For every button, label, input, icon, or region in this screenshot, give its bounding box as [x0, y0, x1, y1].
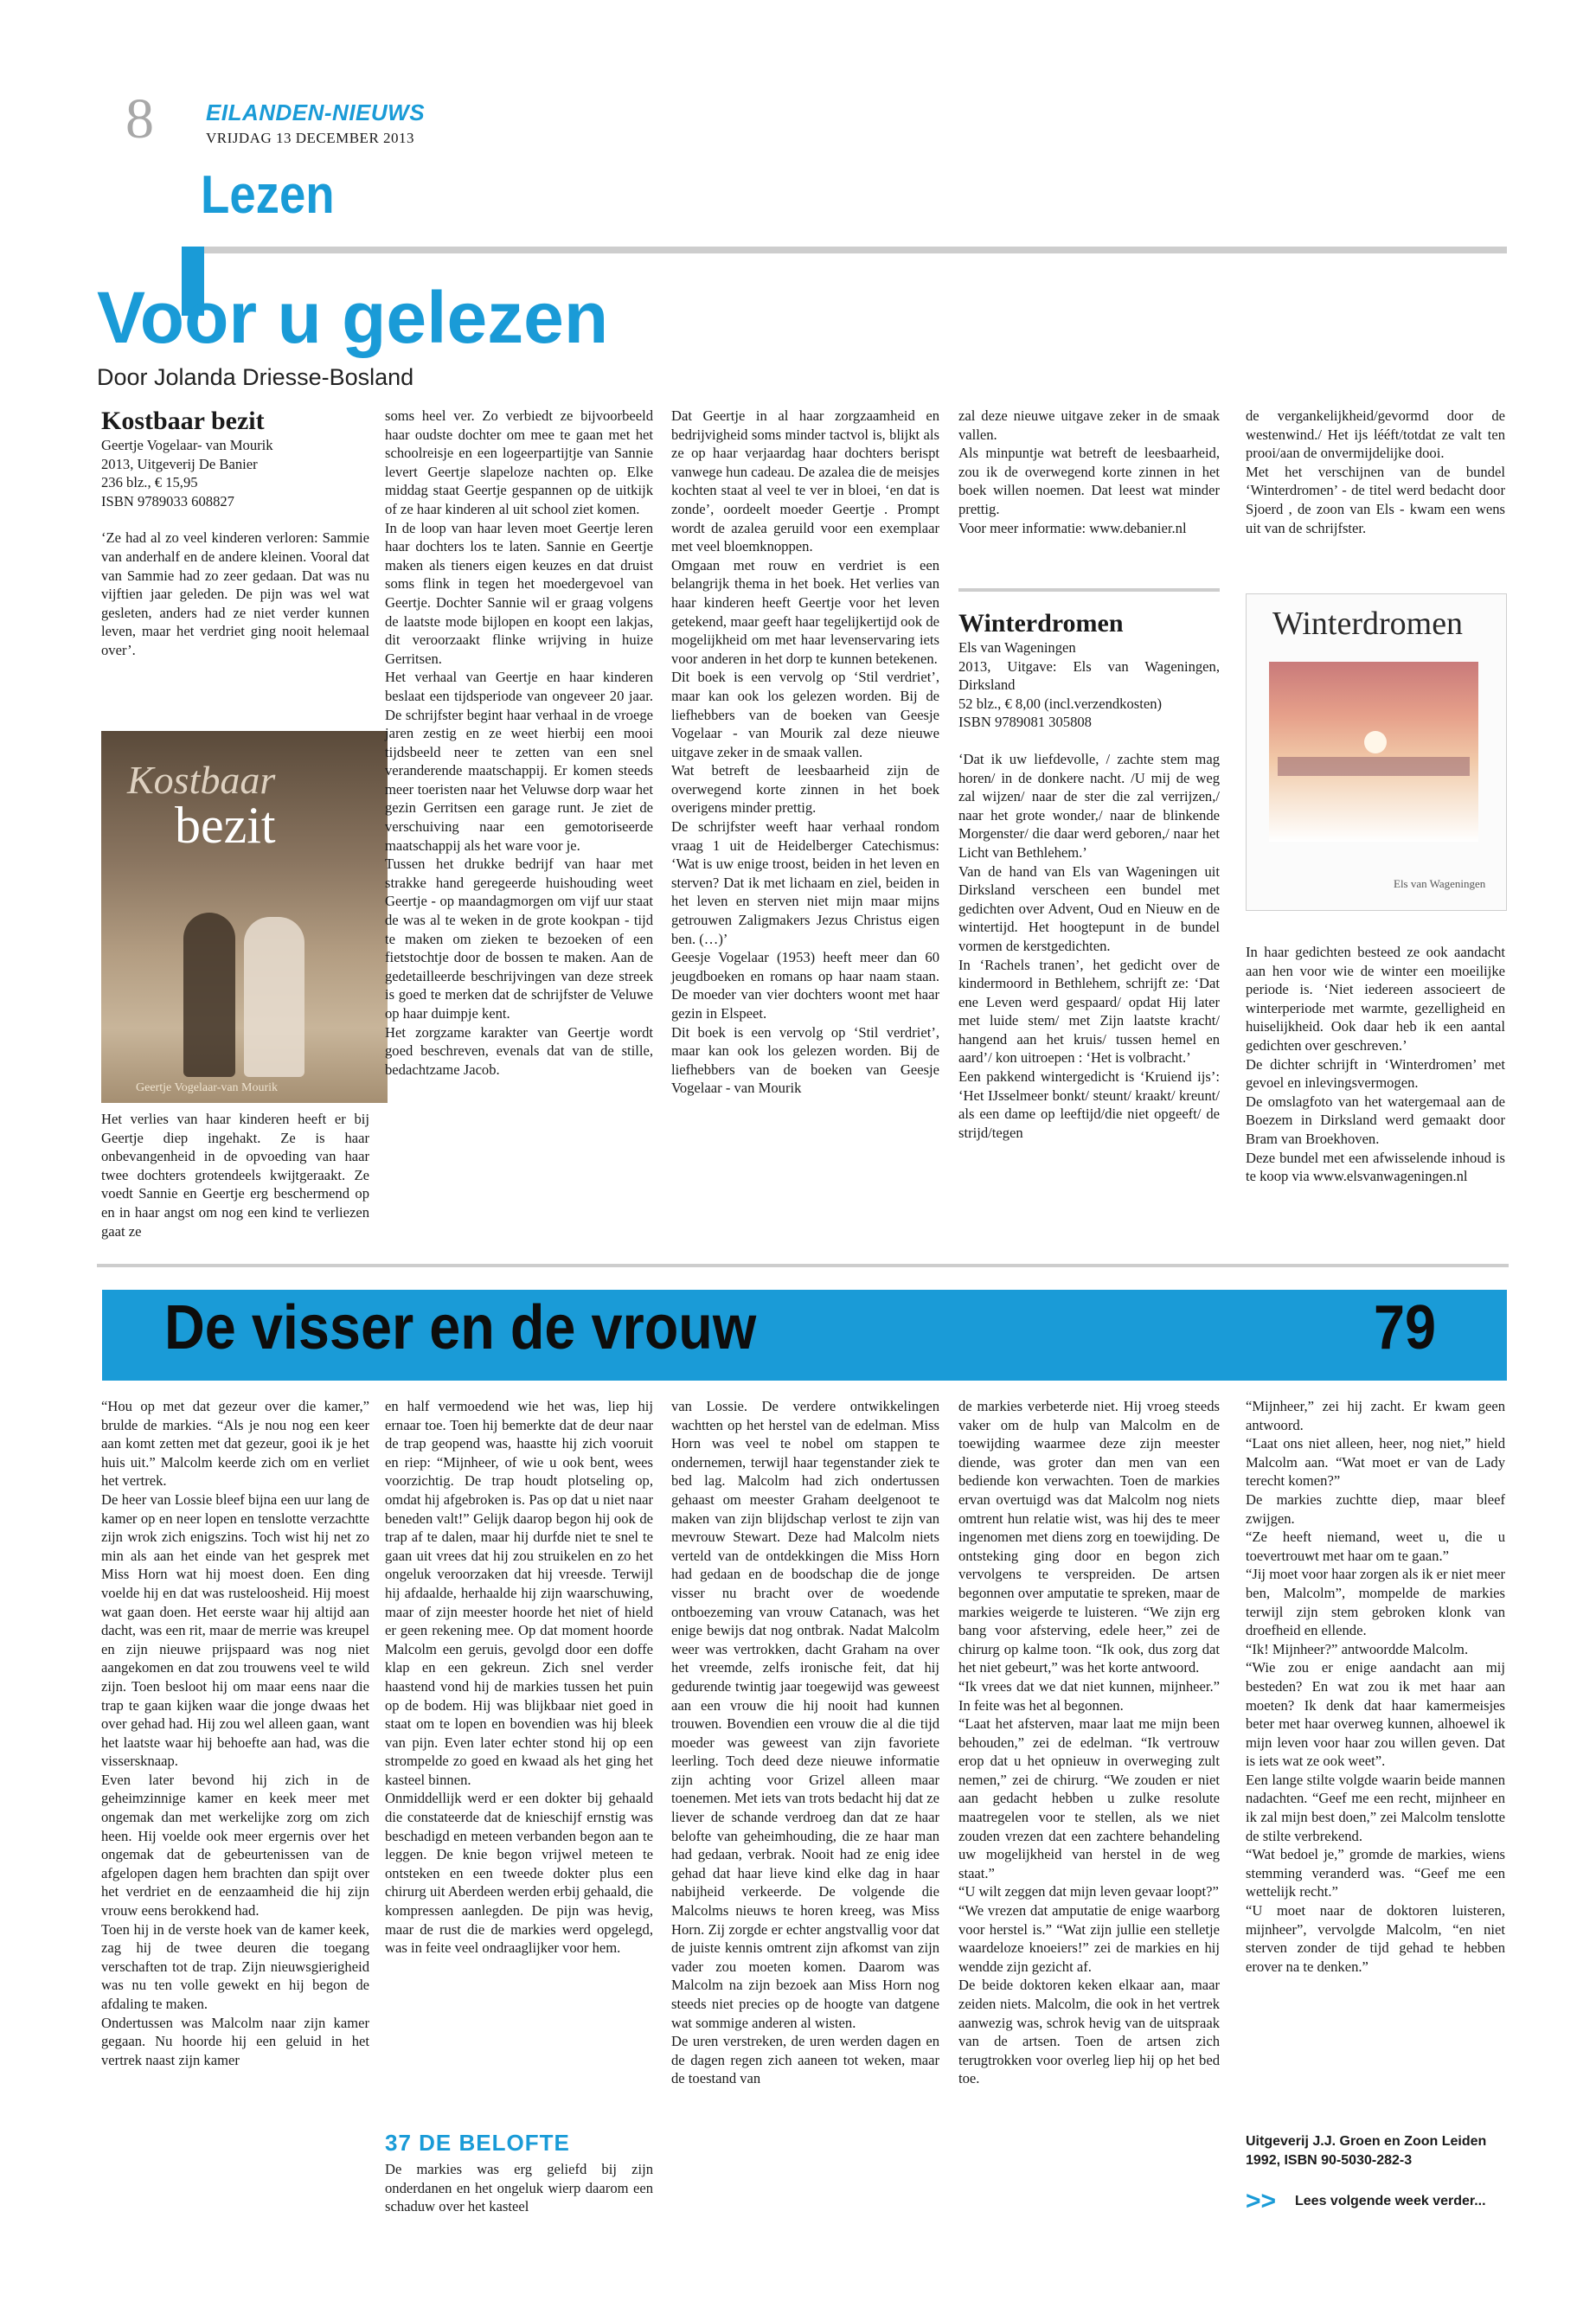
book1-cover-title-script: Kostbaar	[127, 758, 276, 802]
paragraph: Dit boek is een vervolg op ‘Stil verdriet’, maar kan ook los gelezen worden. Bij de liefhebbers van de boeken van Geesje Vogelaar - van Mourik zal deze nieuwe uitgave zeker in de smaak vallen.	[671, 669, 939, 760]
paragraph: Een pakkend wintergedicht is ‘Kruiend ijs’: ‘Het IJsselmeer bonkt/ steunt/ kraakt/ kreunt/ als een dame op leeftijd/die niet opgeeft/ de strijd/tegen	[958, 1068, 1220, 1141]
article-column-4-top	[958, 407, 1220, 537]
chapter-heading: 37 DE BELOFTE	[385, 2130, 570, 2156]
paragraph: “Laat ons niet alleen, heer, nog niet,” hield Malcolm aan. “Wat moet er van de Lady terecht komen?”	[1246, 1435, 1505, 1490]
book2-cover-image	[1246, 593, 1507, 911]
serial-column-2-continued	[385, 2160, 653, 2216]
paragraph: “Wat bedoel je,” gromde de markies, wiens stemming veranderd was. “Geef me een wettelijk recht.”	[1246, 1846, 1505, 1900]
paragraph: Een lange stilte volgde waarin beide mannen nadachten. “Geef me een recht, mijnheer en ik zal mijn best doen,” zei Malcolm tenslotte de stilte verbrekend.	[1246, 1771, 1505, 1844]
article-column-1-continued	[101, 1110, 369, 1240]
paragraph: “Ik vrees dat we dat niet kunnen, mijnheer.” In feite was het al begonnen.	[958, 1677, 1220, 1714]
paragraph: Van de hand van Els van Wageningen uit Dirksland verscheen een bundel met gedichten over Advent, Oud en Nieuw en de wintertijd. Het hoogtepunt in de bundel vormen de kerstgedichten.	[958, 862, 1220, 954]
serial-column-4	[958, 1397, 1220, 2088]
paragraph: De schrijfster weeft haar verhaal rondom vraag 1 uit de Heidelberger Catechismus: ‘Wat is uw enige troost, beiden in het leven en sterven? Dat ik met lichaam en ziel, beiden in het leven en sterven niet mijn maar mijns getrouwen Zaligmakers Jezus Christus eigen ben. (…)’	[671, 818, 939, 947]
paragraph: De uren verstreken, de uren werden dagen en de dagen regen zich aaneen tot weken, maar de toestand van	[671, 2033, 939, 2087]
paragraph: ‘Dat ik uw liefdevolle, / zachte stem mag horen/ in de donkere nacht. /U mij de weg zal wijzen/ naar de ster die zal verrijzen,/ naar het grote wonder,/ naar de blinkende Morgenster/ die daar werd geboren,/ naar het Licht van Bethlehem.’	[958, 750, 1220, 861]
sun-icon	[1364, 731, 1387, 753]
paragraph: De markies zuchtte diep, maar bleef zwijgen.	[1246, 1490, 1505, 1527]
article-column-5-top	[1246, 407, 1505, 537]
paragraph: soms heel ver. Zo verbiedt ze bijvoorbeeld haar oudste dochter om mee te gaan met het schoolreisje en een logeerpartijtje van Sannie levert Geertje slapeloze nachten op. Elke middag staat Geertje gespannen op de uitkijk of ze haar kinderen al uit school ziet komen.	[385, 407, 653, 517]
article-column-3	[671, 407, 939, 1098]
article-byline: Door Jolanda Driesse-Bosland	[97, 364, 414, 390]
paragraph: “Laat het afsterven, maar laat me mijn been behouden,” zei de edelman. “Ik vertrouw erop dat u het opnieuw in overweging zult nemen,” zei de chirurg. “We zouden er niet aan gedacht hebben u zulke resolute maatregelen voor te stellen, als we niet zouden vrezen dat een zachtere behandeling uw mogelijkheid van herstel in de weg staat.”	[958, 1715, 1220, 1881]
book2-meta-publisher: 2013, Uitgave: Els van Wageningen, Dirksland	[958, 657, 1220, 694]
book1-cover-title: bezit	[175, 797, 276, 854]
cover-figure-right	[244, 917, 304, 1077]
serial-publisher-credit	[1246, 2132, 1486, 2170]
paragraph: en half vermoedend wie het was, liep hij ernaar toe. Toen hij bemerkte dat de deur naar de trap geopend was, haastte hij zich vooruit en riep: “Mijnheer, of wie u ook bent, wees voorzichtig. De trap houdt plotseling op, omdat hij afgebroken is. Pas op dat u niet naar beneden valt!” Gelijk daarop begon hij ook de trap af te dalen, maar hij durfde niet te snel te gaan uit vrees dat hij zou struikelen en zo het ongeluk veroorzaken dat hij vreesde. Terwijl hij afdaalde, herhaalde hij zijn waarschuwing, maar of zijn meester hoorde het niet of hield er geen rekening mee. Op dat moment hoorde Malcolm een geruis, gevolgd door een doffe klap en een gekreun. Zich snel verder haastend vond hij de markies tussen het puin op de bodem. Hij was blijkbaar niet goed in staat om te lopen en bovendien was hij bleek van pijn. Even later echter stond hij op een strompelde zo goed en kwaad als het ging het kasteel binnen.	[385, 1398, 653, 1788]
paragraph: De markies was erg geliefd bij zijn onderdanen en het ongeluk wierp daarom een schaduw over het kasteel	[385, 2161, 653, 2215]
paragraph: De omslagfoto van het watergemaal aan de Boezem in Dirksland werd gemaakt door Bram van Broekhoven.	[1246, 1093, 1505, 1147]
serial-title: De visser en de vrouw	[164, 1293, 757, 1362]
paragraph: Geesje Vogelaar (1953) heeft meer dan 60 jeugdboeken en romans op haar naam staan. De moeder van vier dochters woont met haar gezin in Elspeet.	[671, 949, 939, 1022]
serial-column-5	[1246, 1397, 1505, 1976]
paragraph: “U wilt zeggen dat mijn leven gevaar loopt?”	[958, 1883, 1219, 1900]
book1-cover-author: Geertje Vogelaar-van Mourik	[136, 1081, 279, 1094]
paragraph: Ondertussen was Malcolm naar zijn kamer gegaan. Nu hoorde hij een geluid in het vertrek naast zijn kamer	[101, 2014, 369, 2068]
book2-meta-price: 52 blz., € 8,00 (incl.verzendkosten)	[958, 695, 1163, 712]
paragraph: Deze bundel met een afwisselende inhoud is te koop via www.elsvanwageningen.nl	[1246, 1149, 1505, 1185]
article-headline: Voor u gelezen	[97, 277, 609, 358]
article-column-4-bottom	[958, 609, 1220, 1142]
book2-cover-title: Winterdromen	[1272, 606, 1464, 642]
serial-episode-number: 79	[1374, 1293, 1437, 1362]
masthead-logo: EILANDEN-NIEUWS	[206, 99, 426, 125]
paragraph: “Mijnheer,” zei hij zacht. Er kwam geen antwoord.	[1246, 1398, 1505, 1433]
book1-quote: ‘Ze had al zo veel kinderen verloren: Sammie van anderhalf en de andere kleinen. Vooral dat van Sammie had zo zeer gedaan. Dat was nu vijftien jaar geleden. De pijn was wel wat gesleten, anders had ze niet verder kunnen leven, maar het verdriet ging nooit helemaal over’.	[101, 529, 369, 658]
paragraph: De dichter schrijft in ‘Winterdromen’ met gevoel en inlevingsvermogen.	[1246, 1055, 1505, 1092]
paragraph: Wat betreft de leesbaarheid zijn de overwegend korte zinnen in het boek overigens minder prettig.	[671, 762, 939, 817]
paragraph: “Ze heeft niemand, weet u, die u toevertrouwt met haar om te gaan.”	[1246, 1529, 1505, 1564]
article-column-1	[101, 407, 369, 660]
paragraph: zal deze nieuwe uitgave zeker in de smaak vallen.	[958, 407, 1220, 443]
section-rule	[182, 247, 1507, 253]
serial-column-2	[385, 1397, 653, 1958]
book1-meta-author: Geertje Vogelaar- van Mourik	[101, 437, 273, 453]
paragraph: Met het verschijnen van de bundel ‘Winterdromen’ - de titel werd bedacht door Sjoerd , de zoon van Els - kwam een wens uit van de schrijfster.	[1246, 463, 1505, 536]
paragraph: “Wie zou er enige aandacht aan mij besteden? En wat zou ik met haar aan moeten? Ik denk dat haar kamermeisjes beter met haar overweg kunnen, alhoewel ik mijn leven voor haar zou willen geven. Dat is iets wat ze ook weet”.	[1246, 1659, 1505, 1770]
treeline	[1278, 757, 1470, 776]
book1-meta-price: 236 blz., € 15,95	[101, 474, 198, 491]
paragraph: Onmiddellijk werd er een dokter bij gehaald die constateerde dat de knieschijf ernstig was beschadigd en meteen verbanden begon aan te leggen. De knie begon vrijwel meteen te ontsteken en een tweede dokter plus een chirurg uit Aberdeen werden erbij gehaald, die kompressen aanlegden. De pijn was hevig, maar de rust die de markies werd opgelegd, was in feite veel ondraaglijker voor hem.	[385, 1790, 653, 1957]
paragraph: “Ik! Mijnheer?” antwoordde Malcolm.	[1246, 1640, 1469, 1657]
book-divider-rule	[958, 588, 1220, 592]
section-divider-rule	[97, 1264, 1509, 1267]
paragraph: Het verhaal van Geertje en haar kinderen beslaat een tijdsperiode van ongeveer 20 jaar. De schrijfster begint haar verhaal in de vroege jaren zestig en ze weet hierbij een mooi tijdsbeeld neer te zetten van een snel veranderende maatschappij. Er komen steeds meer toeristen naar het Veluwse dorp waar het gezin Gerritsen een garage runt. Je ziet de verschuiving naar een gemotoriseerde maatschappij als het ware voor je.	[385, 669, 653, 854]
paragraph: De heer van Lossie bleef bijna een uur lang de kamer op en neer lopen en tenslotte verzachtte zijn wrok zich enigszins. Toch wist hij net zo min als aan het einde van het gesprek met Miss Horn wat hij moest doen. Een ding voelde hij en dat was rusteloosheid. Hij moest wat gaan doen. Het eerste waar hij altijd aan dacht, was een rit, maar de merrie was kreupel en zijn nieuwe prijspaard was nog niet aangekomen en dat zou trouwens veel te wild zijn. Toen besloot hij om maar eens naar die trap te gaan kijken waar die jonge dwaas het over gehad had. Hij zou wel alleen gaan, want het laatste waar hij behoefte aan had, was die vissersknaap.	[101, 1490, 369, 1770]
publication-date: VRIJDAG 13 DECEMBER 2013	[206, 130, 415, 146]
paragraph: Het zorgzame karakter van Geertje wordt goed beschreven, evenals dat van de stille, bedachtzame Jacob.	[385, 1023, 653, 1078]
book1-meta-publisher: 2013, Uitgeverij De Banier	[101, 455, 258, 472]
paragraph: Het verlies van haar kinderen heeft er bij Geertje diep ingehakt. Ze is haar onbevangenheid in de opvoeding van haar twee dochters grotendeels kwijtgeraakt. Ze voedt Sannie en Geertje erg beschermend op en in haar angst om nog een kind te verliezen gaat ze	[101, 1111, 369, 1240]
paragraph: Als minpuntje wat betreft de leesbaarheid, zou ik de overwegend korte zinnen in het boek willen noemen. Dat leest wat minder prettig.	[958, 445, 1220, 517]
paragraph: Even later bevond hij zich in de geheimzinnige kamer en keek meer met ongemak dan met werkelijke zorg om zich heen. Hij voelde ook meer ergernis over het ongemak dat de gebeurtenissen van de afgelopen dagen hem brachten dan spijt over het verdriet en de eenzaamheid die hij zijn vrouw eens berokkend had.	[101, 1771, 369, 1920]
continued-next-week: Lees volgende week verder...	[1295, 2194, 1486, 2208]
book2-meta-author: Els van Wageningen	[958, 639, 1076, 656]
paragraph: “Hou op met dat gezeur over die kamer,” brulde de markies. “Als je nou nog een keer aan komt zetten met dat gezeur, gooi ik je het huis uit.” Malcolm keerde zich om en verliet het vertrek.	[101, 1398, 369, 1490]
page-number: 8	[125, 87, 154, 151]
paragraph: Dat Geertje in al haar zorgzaamheid en bedrijvigheid soms minder tactvol is, blijkt als ze op haar verjaardag haar dochters berispt vanwege hun cadeau. De azalea die de meisjes kochten staat al veel te ver in bloei, ‘en dat is zonde’, oordeelt moeder Geertje . Prompt wordt de azalea geruild voor een exemplaar met veel bloemknoppen.	[671, 407, 939, 555]
paragraph: De beide doktoren keken elkaar aan, maar zeiden niets. Malcolm, die ook in het vertrek aanwezig was, schrok hevig van de uitspraak van de artsen. Toen de artsen zich terugtrokken voor overleg liep hij op het bed toe.	[958, 1977, 1220, 2087]
double-chevron-right-icon: >>	[1246, 2187, 1277, 2215]
paragraph: In ‘Rachels tranen’, het gedicht over de kindermoord in Bethlehem, schrijft ze: ‘Dat ene Leven werd gespaard/ opdat Hij later met luide stem/ met Zijn laatste kracht/ hangend aan het kruis/ tussen hemel en aard’/ kon uitroepen : ‘Het is volbracht.’	[958, 956, 1220, 1067]
serial-column-3	[671, 1397, 939, 2088]
paragraph: In haar gedichten besteed ze ook aandacht aan hen voor wie de winter een moeilijke periode is. ‘Niet iedereen associeert de winterperiode met warmte, gezelligheid en huiselijkheid. Ook daar heb ik een aantal gedichten over geschreven.’	[1246, 944, 1505, 1054]
cover-figure-left	[183, 913, 235, 1077]
paragraph: de vergankelijkheid/gevormd door de westenwind./ Het ijs lééft/totdat ze valt ten prooi/aan de onvermijdelijke dooi.	[1246, 407, 1505, 462]
paragraph: In de loop van haar leven moet Geertje leren haar dochters los te laten. Sannie en Geertje maken als tieners eigen keuzes en dat druist soms flink in tegen het moedergevoel van Geertje. Dochter Sannie wil er graag volgens de laatste mode bijlopen en koopt een lakjas, dit veroorzaakt flinke wrijving in huize Gerritsen.	[385, 519, 653, 667]
book2-meta-isbn: ISBN 9789081 305808	[958, 714, 1092, 731]
paragraph: Omgaan met rouw en verdriet is een belangrijk thema in het boek. Het verlies van haar kinderen heeft Geertje voor het leven getekend, maar geeft haar tegelijkertijd ook de mogelijkheid om met haar levenservaring iets voor anderen in het dorp te kunnen betekenen.	[671, 556, 939, 667]
paragraph: Voor meer informatie: www.debanier.nl	[958, 519, 1187, 536]
paragraph: de markies verbeterde niet. Hij vroeg steeds vaker om de hulp van Malcolm en de toewijding waarmee deze zijn meester diende, was groter dan men van een bediende kon verwachten. Toen de markies ervan overtuigd was dat Malcolm nog niets omtrent hun relatie wist, was hij des te meer ingenomen met diens zorg en toewijding. De ontsteking ging door en begon zich vervolgens te verspreiden. De artsen begonnen over amputatie te spreken, maar de markies weigerde te luisteren. “We zijn erg bang voor afsterving, edele heer,” zei de chirurg op kalme toon. “Ik ook, dus zorg dat het niet gebeurt,” was het korte antwoord.	[958, 1398, 1220, 1676]
article-column-5-bottom	[1246, 943, 1505, 1186]
book1-meta-isbn: ISBN 9789033 608827	[101, 492, 234, 510]
paragraph: Toen hij in de verste hoek van de kamer keek, zag hij de twee deuren die toegang verschaften tot de trap. Zijn nieuwsgierigheid was nu ten volle gewekt en hij begon de afdaling te maken.	[101, 1920, 369, 2012]
book2-title: Winterdromen	[958, 609, 1124, 638]
article-column-2	[385, 407, 653, 1079]
section-title: Lezen	[201, 165, 335, 225]
publisher-isbn: 1992, ISBN 90-5030-282-3	[1246, 2153, 1413, 2168]
paragraph: “U moet naar de doktoren luisteren, mijnheer”, vervolgde Malcolm, “en niet sterven zonder de tijd gehad te hebben erover na te denken.”	[1246, 1902, 1505, 1975]
book2-cover-author: Els van Wageningen	[1394, 877, 1486, 890]
book1-cover-image	[101, 731, 388, 1103]
paragraph: “Jij moet voor haar zorgen als ik er niet meer ben, Malcolm”, mompelde de markies terwijl zijn stem gebroken klonk van droefheid en ellende.	[1246, 1566, 1505, 1639]
paragraph: “We vrezen dat amputatie de enige waarborg voor herstel is.” “Wat zijn jullie een stelletje waardeloze knoeiers!” zei de markies en hij wendde zijn gezicht af.	[958, 1902, 1220, 1975]
cover-winter-photo	[1269, 662, 1478, 842]
paragraph: van Lossie. De verdere ontwikkelingen wachtten op het herstel van de edelman. Miss Horn was veel te nobel om stappen te ondernemen, terwijl haar tegenstander ziek te bed lag. Malcolm had zich ondertussen gehaast om meester Graham deelgenoot te maken van zijn blijdschap verlost te zijn van mevrouw Stewart. Deze had Malcolm niets verteld van de ontdekkingen die Miss Horn had gedaan en de boodschap die de jonge visser nu bracht over de woedende ontboezeming van vrouw Catanach, was het enige bewijs dat nog ontbrak. Nadat Malcolm weer was vertrokken, dacht Graham na over het vreemde, zelfs ironische feit, dat hij gedurende twintig jaar toegewijd was geweest aan een vrouw die hij nooit had kunnen trouwen. Bovendien een vrouw die al die tijd moeder was geweest van zijn favoriete leerling. Toch deed deze nieuwe informatie zijn achting voor Grizel alleen maar toenemen. Met iets van trots bedacht hij dat ze liever de schande verdroeg dan dat ze haar belofte van geheimhouding, die ze haar man had gedaan, verbrak. Nooit had ze enig idee gehad dat haar lieve kind elke dag in haar nabijheid verkeerde. De volgende die Malcolms nieuws te horen kreeg, was Miss Horn. Zij zorgde er echter angstvallig voor dat de juiste kennis omtrent zijn afkomst van zijn vader zou moeten komen. Daarom was Malcolm na zijn bezoek aan Miss Horn nog steeds niet precies op de hoogte van datgene wat sommige anderen al wisten.	[671, 1398, 939, 2031]
publisher-name: Uitgeverij J.J. Groen en Zoon Leiden	[1246, 2134, 1487, 2149]
serial-column-1	[101, 1397, 369, 2069]
book1-title: Kostbaar bezit	[101, 407, 265, 435]
paragraph: Dit boek is een vervolg op ‘Stil verdriet’, maar kan ook los gelezen worden. Bij de liefhebbers van de boeken van Geesje Vogelaar - van Mourik	[671, 1023, 939, 1097]
paragraph: Tussen het drukke bedrijf van haar met strakke hand geregeerde huishouding weet Geertje - op maandagmorgen om vijf uur staat de was al te weken in de grote kookpan - tijd te maken om zieken te bezoeken of een fietstochtje door de bossen te maken. Aan de gedetailleerde beschrijvingen van deze streek is goed te merken dat de schrijfster de Veluwe op haar duimpje kent.	[385, 856, 653, 1022]
